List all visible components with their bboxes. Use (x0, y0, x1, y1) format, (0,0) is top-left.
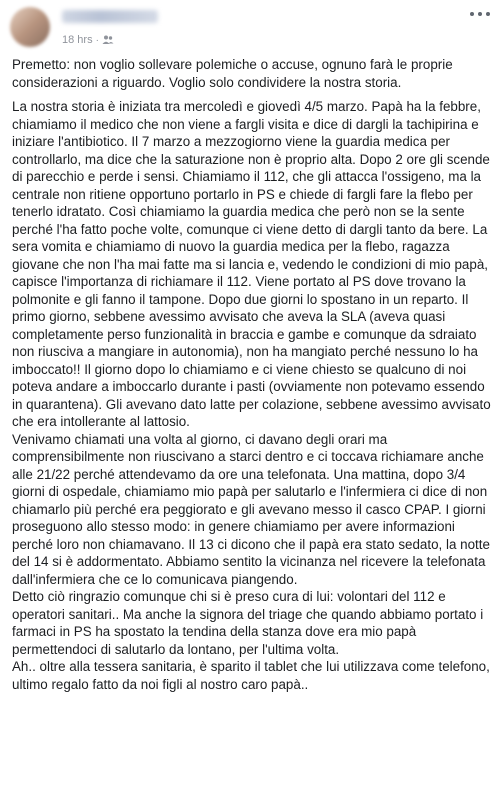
post-meta (62, 33, 114, 47)
author-avatar[interactable] (10, 7, 50, 47)
post-paragraph: La nostra storia è iniziata tra mercoledì e giovedì 4/5 marzo. Papà ha la febbre, chiamiamo il medico che non viene a fargli visita e dice di dargli la tachipirina e iniziare l'antibiotico. Il 7 marzo a mezzogiorno viene la guardia medica per controllarlo, ma dice che la saturazione non è proprio alta. Dopo 2 ore gli scende di parecchio e perde i sensi. Chiamiamo il 112, che gli attacca l'ossigeno, ma la centrale non ritiene opportuno portarlo in PS e chiede di fargli fare la flebo per tenerlo idratato. Così chiamiamo la guardia medica che però non se la sente perché l'ha fatto poche volte, comunque ci viene detto di dargli tanto da bere. La sera vomita e chiamiamo di nuovo la guardia medica per la flebo, ragazza giovane che non l'ha mai fatte ma si lancia e, vedendo le condizioni di mio papà, capisce l'importanza di richiamare il 112. Viene portato al PS dove trovano la polmonite e gli fanno il tampone. Dopo due giorni lo spostano in un reparto. Il primo giorno, sebbene avessimo avvisato che aveva la SLA (aveva quasi completamente perso funzionalità in braccia e gambe e comunque da sdraiato non riusciva a mangiare in autonomia), non ha mangiato perché nessuno lo ha imboccato!! Il giorno dopo lo chiamiamo e ci viene chiesto se qualcuno di noi poteva andare a imboccarlo durante i pasti (ovviamente non potevamo essendo in quarantena). Gli avevano dato latte per colazione, sebbene avessimo avvisato che era intollerante al lattosio. (12, 99, 491, 429)
author-name-redacted[interactable] (62, 10, 158, 23)
post-paragraph: Venivamo chiamati una volta al giorno, ci davano degli orari ma comprensibilmente non riuscivano a starci dentro e ci toccava richiamare anche alle 21/22 perché attendevamo da ore una telefonata. Una mattina, dopo 3/4 giorni di ospedale, chiamiamo mio papà per salutarlo e l'infermiera ci dice di non chiamarlo più perché era peggiorato e gli avevano messo il casco CPAP. I giorni proseguono allo stesso modo: in genere chiamiamo per avere informazioni perché loro non chiamavano. Il 13 ci dicono che il papà era stato sedato, la notte del 14 si è addormentato. Abbiamo sentito la vicinanza nel ricevere la telefonata dall'infermiera che ce lo comunicava piangendo. (12, 431, 490, 587)
more-options-icon[interactable] (470, 8, 490, 20)
post-body (12, 56, 494, 693)
meta-separator: · (95, 34, 99, 46)
post-paragraph: Ah.. oltre alla tessera sanitaria, è sparito il tablet che lui utilizzava come telefono, ultimo regalo fatto da noi figli al nostro caro papà.. (12, 659, 490, 692)
post-paragraph: Detto ciò ringrazio comunque chi si è preso cura di lui: volontari del 112 e operatori sanitari.. Ma anche la signora del triage che quando abbiamo portato i farmaci in PS ha spostato la tendina della stanza dove era mio papà permettendoci di salutarlo da lontano, per l'ultima volta. (12, 589, 484, 657)
post-header (0, 0, 502, 48)
post-timestamp[interactable]: 18 hrs (62, 34, 93, 46)
post-paragraph: Premetto: non voglio sollevare polemiche o accuse, ognuno farà le proprie considerazioni a riguardo. Voglio solo condividere la nostra storia. (12, 57, 453, 90)
friends-icon (102, 34, 114, 46)
